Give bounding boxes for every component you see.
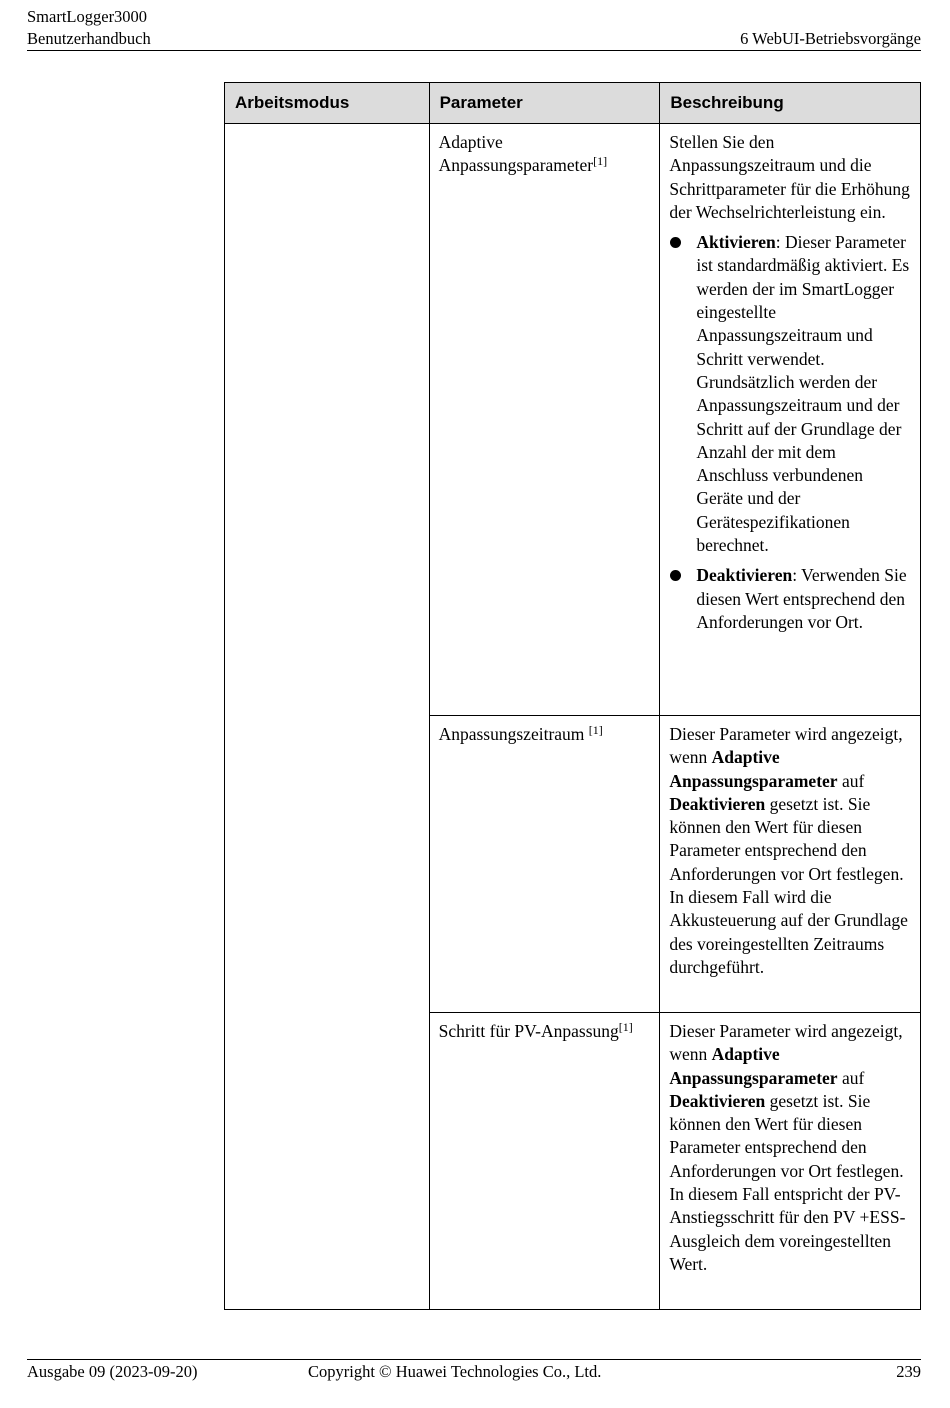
footer-issue: Ausgabe 09 (2023-09-20)	[27, 1362, 198, 1381]
option-term: Aktivieren	[696, 232, 776, 253]
footnote-mark: [1]	[588, 723, 603, 737]
description-text: Dieser Parameter wird angezeigt, wenn	[669, 1021, 903, 1065]
description-bold: Deaktivieren	[669, 1090, 766, 1111]
description-intro: Stellen Sie den Anpassungszeitraum und die Schrittparameter für die Erhöhung der Wechselrichterleistung ein.	[669, 132, 910, 222]
description-text: gesetzt ist. Sie können den Wert für diesen Parameter entsprechend den Anforderungen vor Ort festlegen. In diesem Fall wird die Akkusteuerung auf der Grundlage des voreingestellten Zeitraums durchgeführt.	[669, 793, 908, 977]
column-header-description: Beschreibung	[660, 83, 921, 124]
table-header-row	[225, 83, 921, 124]
header-product-title: SmartLogger3000 Benutzerhandbuch	[27, 7, 151, 48]
option-text: : Verwenden Sie diesen Wert entsprechend den Anforderungen vor Ort.	[696, 565, 907, 632]
footnote-mark: [1]	[593, 154, 608, 169]
description-text: gesetzt ist. Sie können den Wert für diesen Parameter entsprechend den Anforderungen vor Ort festlegen. In diesem Fall entspricht der PV-Anstiegsschritt für den PV +ESS-Ausgleich dem voreingestellten Wert.	[669, 1090, 906, 1274]
parameter-name: Anpassungszeitraum	[438, 724, 589, 744]
table-row	[225, 124, 921, 716]
description-text: Dieser Parameter wird angezeigt, wenn	[669, 724, 903, 768]
footnote-mark: [1]	[618, 1020, 633, 1034]
description-cell	[660, 1013, 921, 1310]
work-mode-cell	[225, 124, 430, 1310]
parameter-table	[224, 82, 921, 1310]
column-header-work-mode: Arbeitsmodus	[225, 83, 430, 124]
page-footer	[27, 1359, 921, 1381]
description-text: auf	[837, 1067, 865, 1088]
list-item	[669, 231, 911, 557]
parameter-name: Schritt für PV-Anpassung	[438, 1021, 619, 1041]
option-term: Deaktivieren	[696, 565, 793, 586]
description-cell	[660, 716, 921, 1013]
description-text: auf	[837, 770, 865, 791]
column-header-parameter: Parameter	[429, 83, 660, 124]
parameter-name: Adaptive Anpassungsparameter	[438, 132, 594, 176]
footer-page-number: 239	[896, 1362, 921, 1381]
description-bold: Adaptive Anpassungsparameter	[669, 747, 838, 791]
parameter-cell	[429, 1013, 660, 1310]
list-item	[669, 564, 911, 634]
option-list	[669, 231, 911, 634]
parameter-cell	[429, 716, 660, 1013]
description-cell	[660, 124, 921, 716]
description-bold: Adaptive Anpassungsparameter	[669, 1044, 838, 1088]
bullet-icon	[670, 237, 681, 248]
header-chapter-title: 6 WebUI-Betriebsvorgänge	[740, 29, 921, 48]
description-bold: Deaktivieren	[669, 793, 766, 814]
option-text: : Dieser Parameter ist standardmäßig aktiviert. Es werden der im SmartLogger eingestellte Anpassungszeitraum und Schritt verwendet. Grundsätzlich werden der Anpassungszeitraum und der Schritt auf der Grundlage der Anzahl der mit dem Anschluss verbundenen Geräte und der Gerätespezifikationen berechnet.	[696, 232, 910, 556]
parameter-cell	[429, 124, 660, 716]
bullet-icon	[670, 570, 681, 581]
footer-copyright: Copyright © Huawei Technologies Co., Ltd.	[308, 1362, 602, 1381]
page-header	[27, 6, 921, 51]
